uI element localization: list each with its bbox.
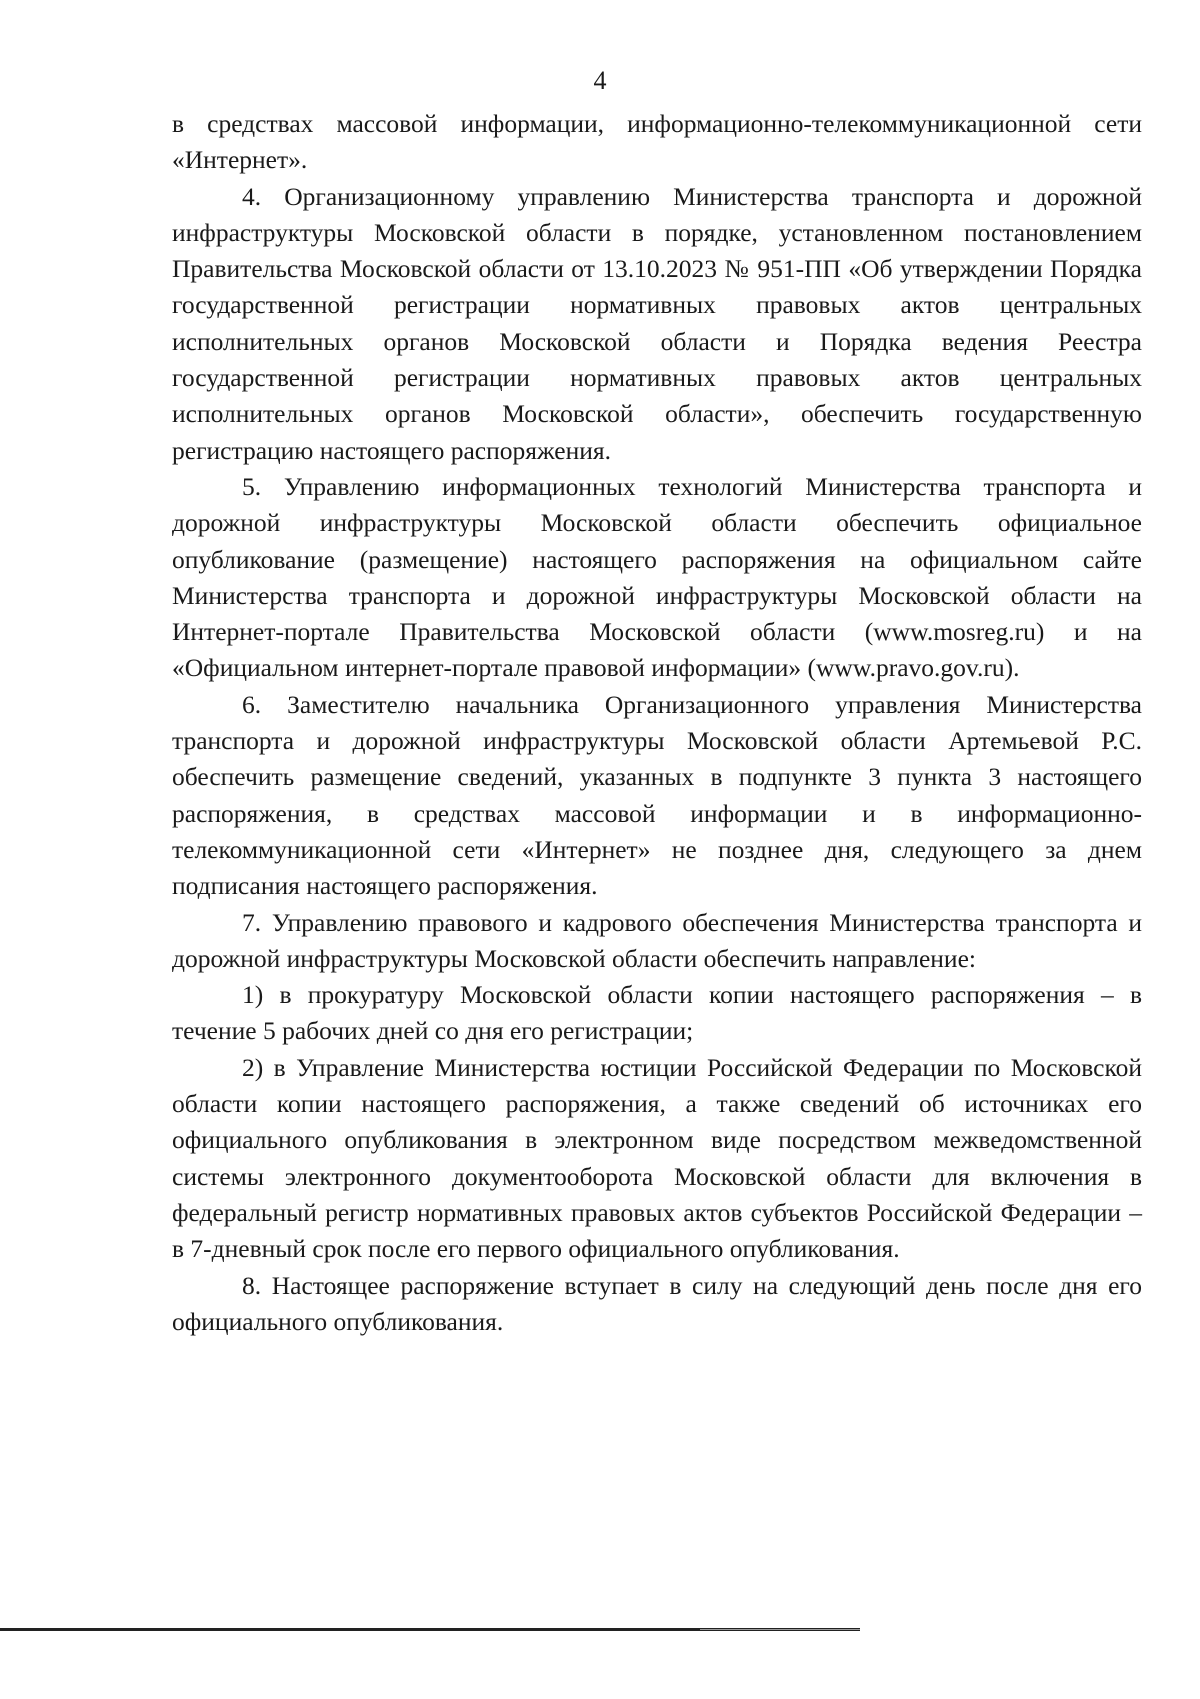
paragraph-item-5: 5. Управлению информационных технологий Министерства транспорта и дорожной инфраструктуры Московской области обеспечить официальное опубликование (размещение) настоящего распоряжения на официальном сайте Министерства транспорта и дорожной инфраструктуры Московской области на Интернет-портале Правительства Московской области (www.mosreg.ru) и на «Официальном интернет-портале правовой информации» (www.pravo.gov.ru). [172, 471, 1142, 683]
paragraph-item-7-sub-2: 2) в Управление Министерства юстиции Российской Федерации по Московской области копии настоящего распоряжения, а также сведений об источниках его официального опубликования в электронном виде посредством межведомственной системы электронного документооборота Московской области для включения в федеральный регистр нормативных правовых актов субъектов Российской Федерации – в 7-дневный срок после его первого официального опубликования. [172, 1052, 1142, 1264]
paragraph-item-7: 7. Управлению правового и кадрового обеспечения Министерства транспорта и дорожной инфраструктуры Московской области обеспечить направление: [172, 907, 1142, 973]
paragraph-continuation: в средствах массовой информации, информационно-телекоммуникационной сети «Интернет». [172, 109, 1142, 175]
footer-rule-tail [700, 1629, 860, 1630]
paragraph-item-4: 4. Организационному управлению Министерства транспорта и дорожной инфраструктуры Московской области в порядке, установленном постановлением Правительства Московской области от 13.10.2023 № 951-ПП «Об утверждении Порядка государственной регистрации нормативных правовых актов центральных исполнительных органов Московской области и Порядка ведения Реестра государственной регистрации нормативных правовых актов центральных исполнительных органов Московской области», обеспечить государственную регистрацию настоящего распоряжения. [172, 181, 1142, 465]
document-body [172, 106, 1142, 1340]
paragraph-item-6: 6. Заместителю начальника Организационного управления Министерства транспорта и дорожной инфраструктуры Московской области Артемьевой Р.С. обеспечить размещение сведений, указанных в подпункте 3 пункта 3 настоящего распоряжения, в средствах массовой информации и в информационно-телекоммуникационной сети «Интернет» не позднее дня, следующего за днем подписания настоящего распоряжения. [172, 689, 1142, 901]
page-number: 4 [593, 66, 607, 95]
paragraph-item-8: 8. Настоящее распоряжение вступает в силу на следующий день после дня его официального опубликования. [172, 1270, 1142, 1336]
paragraph-item-7-sub-1: 1) в прокуратуру Московской области копии настоящего распоряжения – в течение 5 рабочих дней со дня его регистрации; [172, 980, 1142, 1046]
